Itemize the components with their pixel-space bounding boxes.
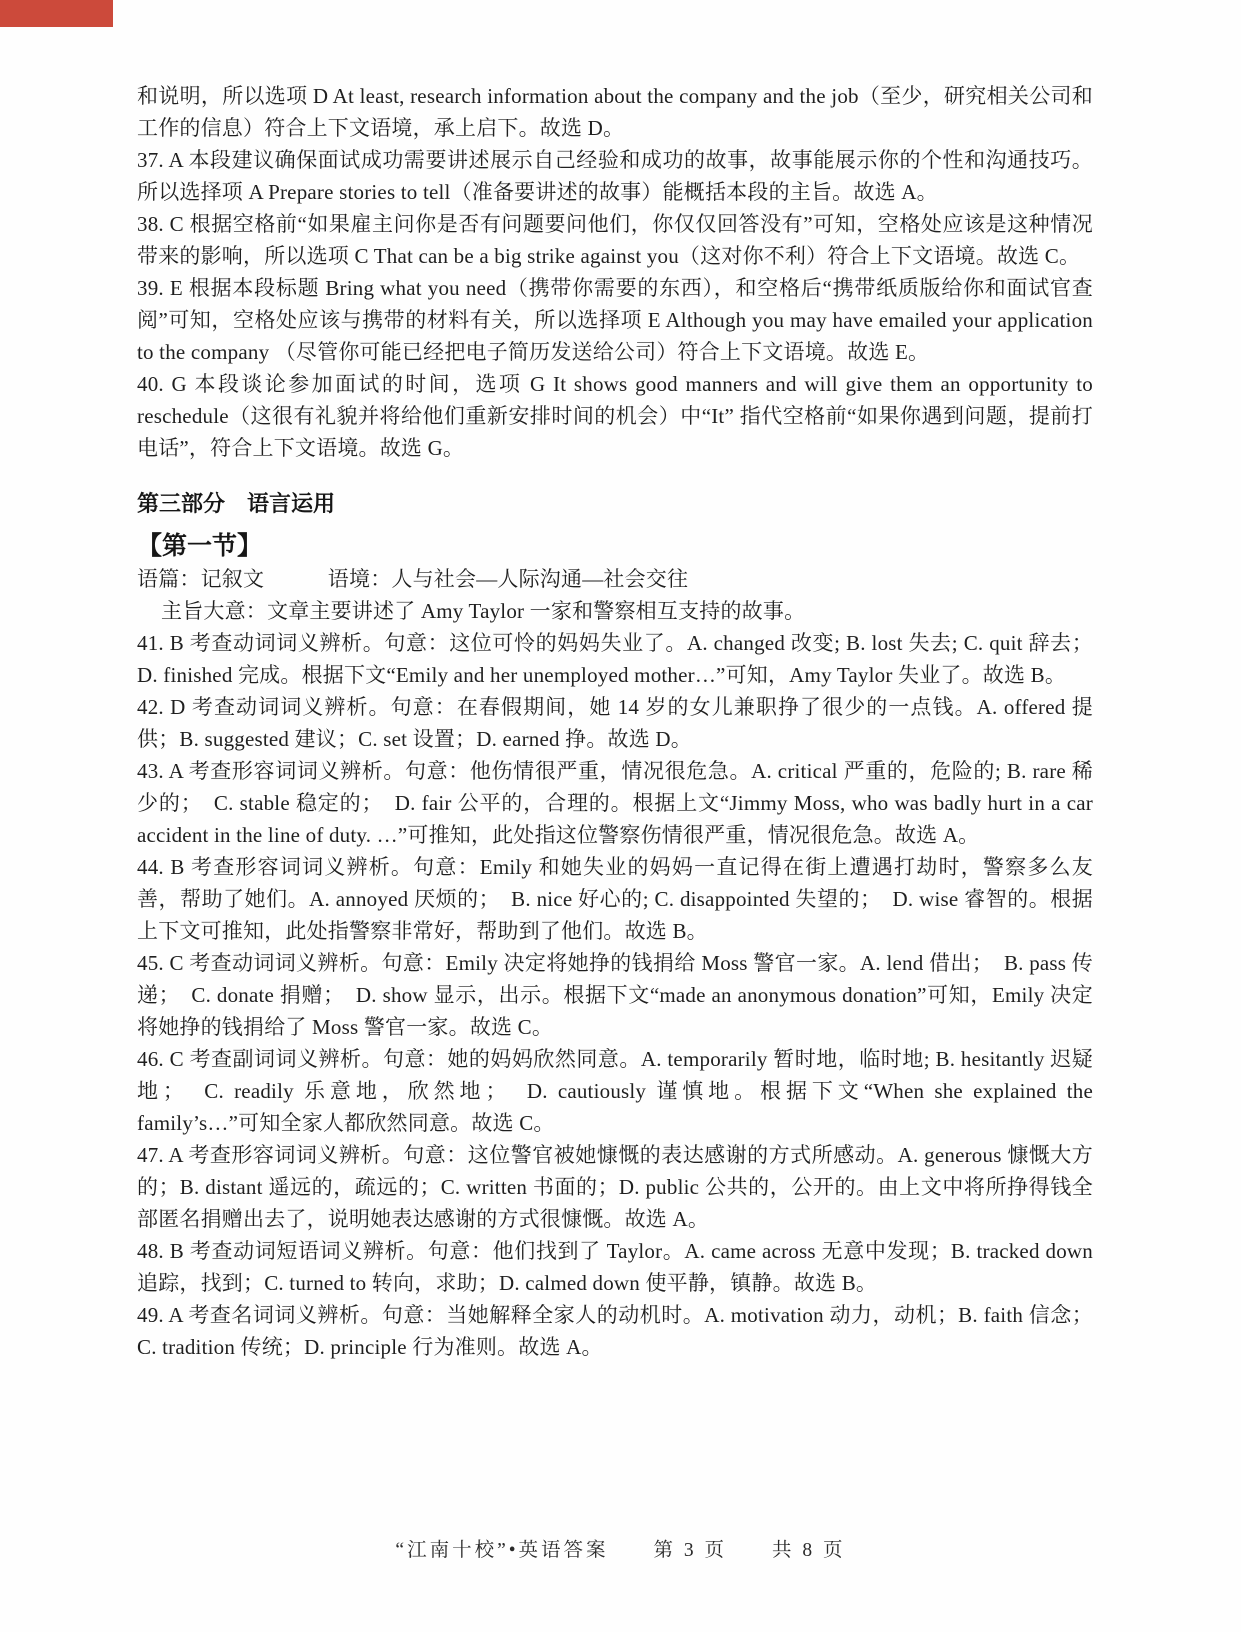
answer-content (137, 80, 1093, 1363)
answer-item-40: 40. G 本段谈论参加面试的时间，选项 G It shows good manners and will give them an opportunity to reschedule（这很有礼貌并将给他们重新安排时间的机会）中“It” 指代空格前“如果你遇到问题，提前打电话”，符合上下文语境。故选 G。 (137, 372, 1093, 460)
footer-text: “江南十校”•英语答案 第 3 页 共 8 页 (395, 1540, 846, 1561)
main-idea-line: 主旨大意：文章主要讲述了 Amy Taylor 一家和警察相互支持的故事。 (161, 599, 806, 623)
answer-item-44: 44. B 考查形容词词义辨析。句意：Emily 和她失业的妈妈一直记得在街上遭遇打劫时，警察多么友善，帮助了她们。A. annoyed 厌烦的； B. nice 好心的; C. disappointed 失望的； D. wise 睿智的。根据上下文可推知，此处指警察非常好，帮助到了他们。故选 B。 (137, 855, 1093, 943)
answer-item-48: 48. B 考查动词短语词义辨析。句意：他们找到了 Taylor。A. came across 无意中发现；B. tracked down 追踪，找到；C. turned to 转向，求助；D. calmed down 使平静，镇静。故选 B。 (137, 1239, 1093, 1295)
answer-item-46: 46. C 考查副词词义辨析。句意：她的妈妈欣然同意。A. temporarily 暂时地，临时地; B. hesitantly 迟疑地； C. readily 乐意地，欣然地； D. cautiously 谨慎地。根据下文“When she explained the family’s…”可知全家人都欣然同意。故选 C。 (137, 1047, 1093, 1135)
answer-item-43: 43. A 考查形容词词义辨析。句意：他伤情很严重，情况很危急。A. critical 严重的，危险的; B. rare 稀少的； C. stable 稳定的； D. fair 公平的，合理的。根据上文“Jimmy Moss, who was badly hurt in a car accident in the line of duty. …”可推知，此处指这位警察伤情很严重，情况很危急。故选 A。 (137, 759, 1093, 847)
section1-heading: 【第一节】 (137, 532, 263, 560)
answer-item-49: 49. A 考查名词词义辨析。句意：当她解释全家人的动机时。A. motivation 动力，动机；B. faith 信念；C. tradition 传统；D. principle 行为准则。故选 A。 (137, 1303, 1093, 1359)
answer-item-36-continuation: 和说明，所以选项 D At least, research information about the company and the job（至少，研究相关公司和工作的信息）符合上下文语境，承上启下。故选 D。 (137, 84, 1093, 140)
answer-item-47: 47. A 考查形容词词义辨析。句意：这位警官被她慷慨的表达感谢的方式所感动。A. generous 慷慨大方的；B. distant 遥远的，疏远的；C. written 书面的；D. public 公共的，公开的。由上文中将所挣得钱全部匿名捐赠出去了，说明她表达感谢的方式很慷慨。故选 A。 (137, 1143, 1093, 1231)
part3-heading: 第三部分 语言运用 (137, 491, 336, 516)
answer-item-41: 41. B 考查动词词义辨析。句意：这位可怜的妈妈失业了。A. changed 改变; B. lost 失去; C. quit 辞去；D. finished 完成。根据下文“Emily and her unemployed mother…”可知，Amy Taylor 失业了。故选 B。 (137, 631, 1093, 687)
answer-item-45: 45. C 考查动词词义辨析。句意：Emily 决定将她挣的钱捐给 Moss 警官一家。A. lend 借出； B. pass 传递； C. donate 捐赠； D. show 显示，出示。根据下文“made an anonymous donation”可知，Emily 决定将她挣的钱捐给了 Moss 警官一家。故选 C。 (137, 951, 1093, 1039)
answer-item-38: 38. C 根据空格前“如果雇主问你是否有问题要问他们，你仅仅回答没有”可知，空格处应该是这种情况带来的影响，所以选项 C That can be a big strike against you（这对你不利）符合上下文语境。故选 C。 (137, 212, 1093, 268)
passage-type-line: 语篇：记叙文 语境：人与社会—人际沟通—社会交往 (137, 567, 689, 591)
answer-item-37: 37. A 本段建议确保面试成功需要讲述展示自己经验和成功的故事，故事能展示你的个性和沟通技巧。所以选择项 A Prepare stories to tell（准备要讲述的故事）能概括本段的主旨。故选 A。 (137, 148, 1093, 204)
answer-item-39: 39. E 根据本段标题 Bring what you need（携带你需要的东西），和空格后“携带纸质版给你和面试官查阅”可知，空格处应该与携带的材料有关，所以选择项 E Although you may have emailed your application to the company （尽管你可能已经把电子简历发送给公司）符合上下文语境。故选 E。 (137, 276, 1093, 364)
page-footer (0, 1534, 1241, 1562)
scan-artifact-mark (0, 0, 113, 27)
answer-item-42: 42. D 考查动词词义辨析。句意：在春假期间，她 14 岁的女儿兼职挣了很少的一点钱。A. offered 提供；B. suggested 建议；C. set 设置；D. earned 挣。故选 D。 (137, 695, 1093, 751)
